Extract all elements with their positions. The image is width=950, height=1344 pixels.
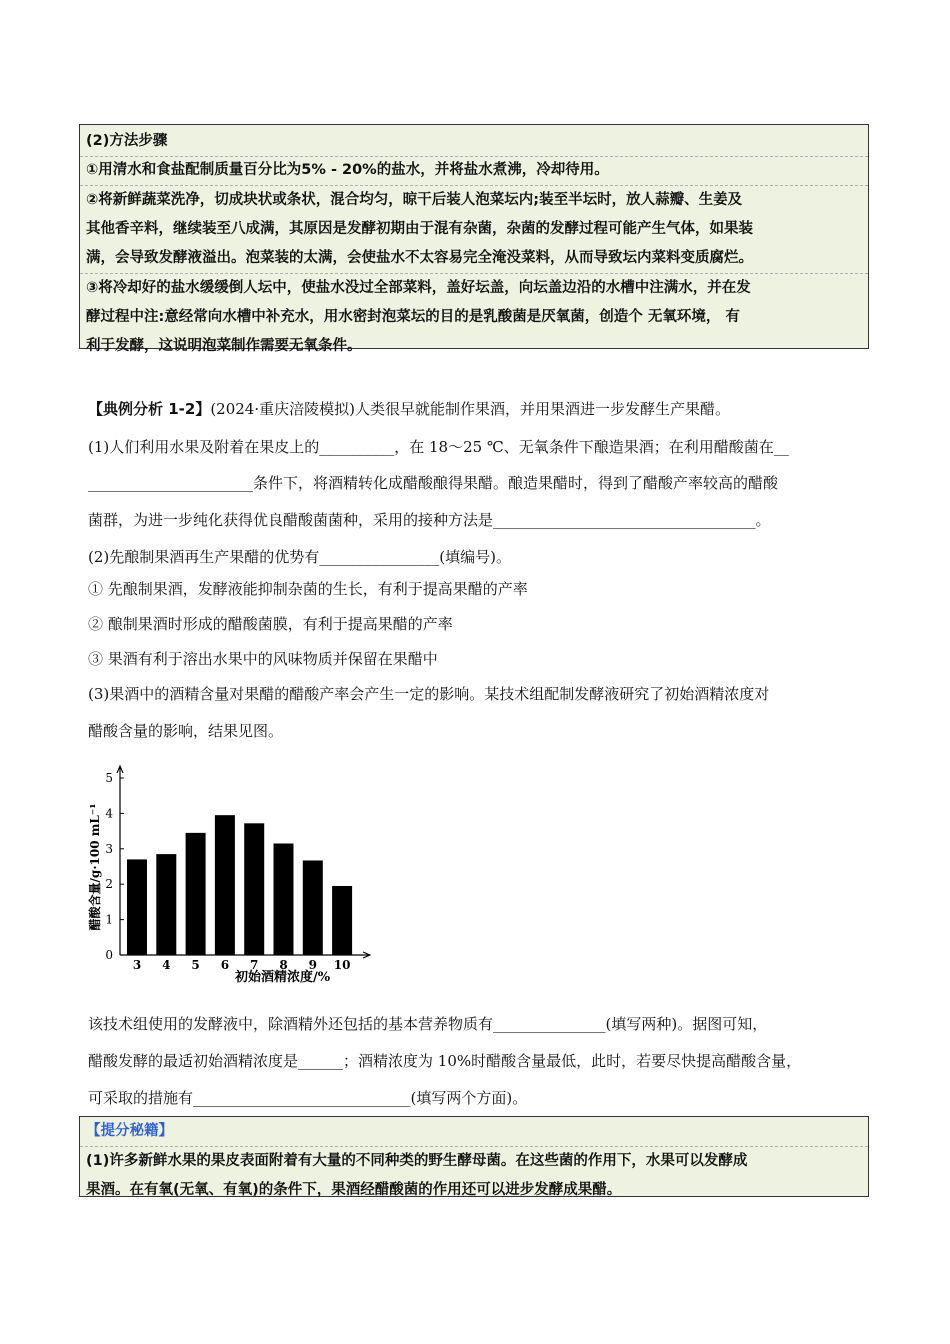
x-tick-label: 10	[333, 958, 351, 972]
y-axis-label: 醋酸含量/g·100 mL⁻¹	[88, 803, 102, 931]
box-line: 其他香辛料，继续装至八成满，其原因是发酵初期由于混有杂菌，杂菌的发酵过程可能产生气体，如果装	[86, 221, 753, 237]
y-tick-label: 5	[105, 771, 113, 785]
y-tick-label: 1	[105, 912, 113, 927]
example-title-line	[88, 398, 730, 419]
option-line: ① 先酿制果酒，发酵液能抑制杂菌的生长，有利于提高果醋的产率	[88, 580, 528, 598]
option-line: ③ 果酒有利于溶出水果中的风味物质并保留在果醋中	[88, 650, 438, 668]
bar	[215, 815, 235, 955]
box-line: (1)许多新鲜水果的果皮表面附着有大量的不同种类的野生酵母菌。在这些菌的作用下，水果可以发酵成	[86, 1153, 748, 1169]
y-tick-label: 2	[105, 877, 113, 892]
question-line: 该技术组使用的发酵液中，除酒精外还包括的基本营养物质有_______________(填写两种)。据图可知，	[88, 1015, 768, 1033]
bar	[274, 843, 294, 955]
x-tick-label: 9	[308, 958, 317, 972]
example-intro: (2024·重庆涪陵模拟)人类很早就能制作果酒，并用果酒进一步发酵生产果醋。	[210, 400, 730, 418]
box-line: ①用清水和食盐配制质量百分比为5% - 20%的盐水，并将盐水煮沸，冷却待用。	[86, 162, 609, 178]
y-tick-label: 4	[105, 806, 113, 821]
bar	[127, 859, 147, 955]
bar	[332, 886, 352, 955]
y-tick-label: 0	[105, 948, 113, 962]
box-line: 利于发酵，这说明泡菜制作需要无氧条件。	[86, 338, 362, 354]
option-line: ② 酿制果酒时形成的醋酸菌膜，有利于提高果醋的产率	[88, 615, 453, 633]
y-tick-label: 3	[105, 841, 113, 856]
question-line: (1)人们利用水果及附着在果皮上的__________，在 18～25 ℃、无氧条件下酿造果酒；在利用醋酸菌在__	[88, 438, 789, 456]
x-tick-label: 8	[279, 958, 288, 972]
question-line: 醋酸含量的影响，结果见图。	[88, 722, 284, 740]
x-tick-label: 5	[191, 958, 200, 972]
question-line: 菌群，为进一步纯化获得优良醋酸菌菌种，采用的接种方法是___________________________________。	[88, 511, 771, 529]
box-line: (2)方法步骤	[86, 133, 168, 149]
bar	[156, 854, 176, 955]
box-line: ②将新鲜蔬菜洗净，切成块状或条状，混合均匀，晾干后装人泡菜坛内;装至半坛时，放人蒜瓣、生姜及	[86, 192, 743, 208]
tips-heading: 【提分秘籍】	[86, 1123, 173, 1139]
question-line: ______________________条件下，将酒精转化成醋酸酿得果醋。酿造果醋时，得到了醋酸产率较高的醋酸	[88, 474, 779, 492]
box-line: 酵过程中注:意经常向水槽中补充水，用水密封泡菜坛的目的是乳酸菌是厌氧菌，创造个 无氧环境， 有	[86, 309, 740, 325]
question-line: (3)果酒中的酒精含量对果醋的醋酸产率会产生一定的影响。某技术组配制发酵液研究了初始酒精浓度对	[88, 685, 770, 703]
x-tick-label: 4	[162, 958, 171, 972]
tips-box	[79, 1116, 869, 1197]
bar	[186, 833, 206, 955]
box-line: ③将冷却好的盐水缓缓倒人坛中，使盐水没过全部菜料，盖好坛盖，向坛盖边沿的水槽中注满水，并在发	[86, 280, 751, 296]
example-title: 【典例分析 1-2】	[88, 400, 211, 418]
bar	[303, 860, 323, 955]
acetic-acid-bar-chart	[80, 762, 380, 992]
x-tick-label: 6	[220, 958, 230, 972]
question-line: 可采取的措施有_____________________________(填写两个方面)。	[88, 1089, 528, 1107]
question-line: 醋酸发酵的最适初始酒精浓度是______；酒精浓度为 10%时醋酸含量最低，此时，若要尽快提高醋酸含量，	[88, 1052, 802, 1070]
x-tick-label: 3	[132, 958, 142, 972]
x-axis-label: 初始酒精浓度/%	[235, 970, 331, 985]
bar	[244, 823, 264, 955]
box-line: 满，会导致发酵液溢出。泡菜装的太满，会使盐水不太容易完全淹没菜料，从而导致坛内菜料变质腐烂。	[86, 250, 753, 266]
question-line: (2)先酿制果酒再生产果醋的优势有________________(填编号)。	[88, 548, 511, 566]
method-steps-box	[79, 124, 869, 354]
chart-bars	[127, 815, 352, 955]
x-tick-label: 7	[250, 958, 259, 972]
box-line: 果酒。在有氧(无氧、有氧)的条件下，果酒经醋酸菌的作用还可以进步发酵成果醋。	[86, 1182, 622, 1198]
